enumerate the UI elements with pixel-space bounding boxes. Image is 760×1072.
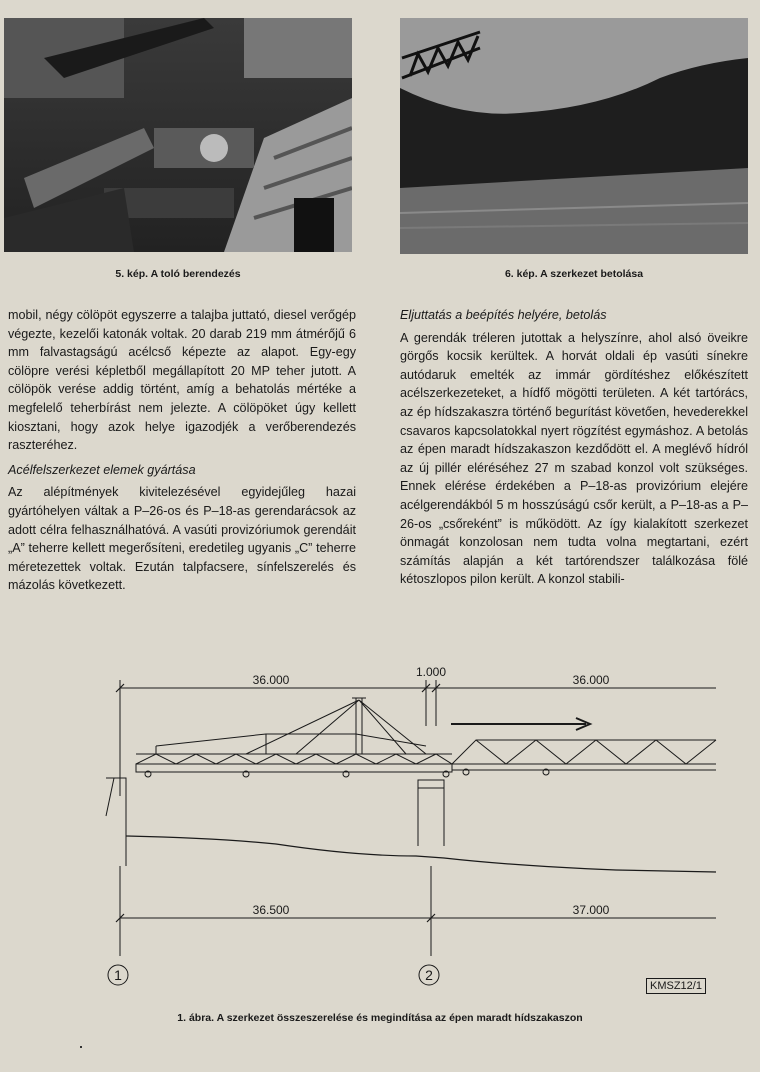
paragraph-steel-fabrication: Az alépítmények kivitelezésével egyidejűleg hazai gyártóhelyen váltak a P–26-os és P–18-as gerendarácsok az adott célra felhasználhatóvá. A vasúti provizóriumok gerendáit „A” teherre kellett megerősíteni, eredetileg ugyanis „C” teherre méretezettek voltak. Ezután talpfacsere, sínfelszerelés és mázolás következett. — [8, 485, 356, 593]
photo-pushing-device — [4, 18, 352, 252]
pier — [418, 780, 444, 846]
pylon — [246, 698, 426, 754]
dim-bottom-left: 36.500 — [252, 903, 290, 917]
axis-marker-2: 2 — [425, 967, 433, 983]
dim-bottom-right: 37.000 — [572, 903, 610, 917]
figure-code-label: KMSZ12/1 — [646, 978, 706, 994]
left-text-column — [8, 306, 356, 595]
paragraph-transport-launching: A gerendák tréleren jutottak a helyszínre, ahol alsó öveikre görgős kocsik kerültek. A horvát oldali ép vasúti sínekre autódaruk emelték az immár gördítéshez előkészített acélszerkezeteket, a hídfő mögötti területen. A két tartórács, az ép hídszakaszra történő begurítást követően, hevederekkel csavaros kapcsolatokkal nyert rögzítést egymáshoz. A betolás az épen maradt hídszakaszon kezdődött el. A meglévő hídról az új pillér eléréséhez 27 m szabad konzol volt szükséges. Ennek elérése érdekében a P–18-as provizórium elejére acélgerendákból 5 m hosszúságú csőr került, a P–18-as a P–26-os „csőreként” is működött. Az így kialakított szerkezet önmagát konzolosan nem tudta volna megtartani, ezért számítás alapján a két tartórendszer találkozása fölé kétoszlopos pilon került. A konzol stabili- — [400, 330, 748, 587]
right-text-column — [400, 306, 748, 589]
axis-marker-1: 1 — [114, 967, 122, 983]
dim-top-right: 36.000 — [572, 673, 610, 687]
truss-p18 — [452, 740, 716, 775]
photo6-caption: 6. kép. A szerkezet betolása — [504, 268, 644, 280]
photo-structure-launching — [400, 18, 748, 254]
page-speck — [80, 1046, 82, 1048]
photo-pushing-device-image — [4, 18, 352, 252]
section-heading-transport-launching: Eljuttatás a beépítés helyére, betolás — [400, 308, 607, 322]
dim-top-left: 36.000 — [252, 673, 290, 687]
bridge-assembly-figure — [96, 666, 736, 1006]
truss-p26 — [136, 734, 452, 777]
photo5-caption: 5. kép. A toló berendezés — [115, 268, 241, 280]
paragraph-pile-driving: mobil, négy cölöpöt egyszerre a talajba juttató, diesel verőgép végezte, kezelői katonák voltak. 20 darab 219 mm átmérőjű 6 mm falvastagságú acélcső képezte az alapot. Egy-egy cölöpre verési képletből megállapított 20 MP teher jutott. A cölöpök verése addig történt, amíg a behatolás mértéke a megfelelő teherbírást nem jelezte. A cölöpöket úgy kellett kiosztani, hogy azok helye igazodjék a verőberendezés raszteréhez. — [8, 308, 356, 453]
figure-caption: 1. ábra. A szerkezet összeszerelése és megindítása az épen maradt hídszakaszon — [177, 1012, 583, 1024]
photo-structure-launching-image — [400, 18, 748, 254]
section-heading-steel-fabrication: Acélfelszerkezet elemek gyártása — [8, 462, 196, 477]
dim-top-mid: 1.000 — [415, 666, 447, 679]
